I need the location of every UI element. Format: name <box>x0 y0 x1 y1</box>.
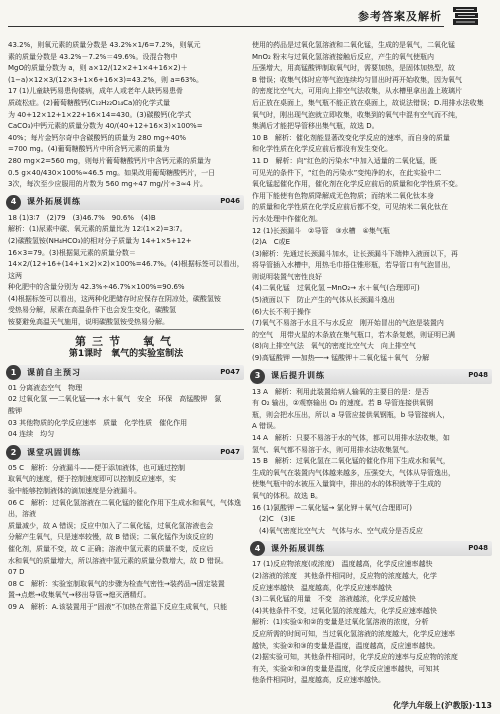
answer-line: 18 (1)3∶7 (2)79 (3)46.7% 90.6% (4)B <box>8 213 156 222</box>
answer-line: 02 过氧化氢 ──二氧化锰──→ 水＋氧气 安全 环保 高锰酸钾 氯 <box>8 395 222 404</box>
band-number: 2 <box>6 445 21 460</box>
answer-line: 铵要避免高温天气施用，说明碳酸氢铵受热易分解。 <box>8 318 169 327</box>
answer-line: 0.5 g×40/430×100%≈46.5 mg。如果改用葡萄糖酸钙片，一日 <box>8 168 216 177</box>
answer-line: 催化剂，质量不变，故 C 正确；溶液中氢元素的质量不变，反应后 <box>8 544 214 553</box>
header-title: 参考答案及解析 <box>358 10 442 23</box>
answer-line: (4)氧气密度比空气大 气体与水、空气成分是否反应 <box>252 526 423 535</box>
band-page-ref: P047 <box>220 447 240 456</box>
answer-line: 10 B 解析：催化剂能显著改变化学反应的速率，而自身的质量 <box>252 133 450 142</box>
answer-line: (2)C (3)E <box>252 515 296 524</box>
answer-line: 质疏松症。(2)葡萄糖酸钙(C₁₂H₂₂O₁₄Ca)的化学式量 <box>8 98 171 107</box>
answer-line: 他条件相同时，温度越高，反应速率越快。 <box>252 676 385 685</box>
answer-line: 3次，每次至少应服用的片数为 560 mg÷47 mg/片÷3≈4 片。 <box>8 180 208 189</box>
band-number: 3 <box>250 369 265 384</box>
answer-line: 的空气 用带火星的木条放在集气瓶口，若木条复燃，则证明已满 <box>252 330 455 339</box>
answer-line: 污水处理中作催化剂。 <box>252 214 322 223</box>
band-label: 课外拓展训练 <box>27 197 81 207</box>
answer-line: 解析：(1)尿素中碳、氧元素的质量比为 12∶(1×2)=3∶7。 <box>8 225 187 234</box>
answer-line: 有 O₂ 输出，②观察输出 O₂ 的速度。若 B 导管连接供氧钢 <box>252 399 434 408</box>
answer-line: 43.2%，则氧元素的质量分数是 43.2%×1/6=7.2%，则氧元 <box>8 41 201 49</box>
answer-line: 受热易分解，尿素在高温条件下也会发生变化，碳酸氢 <box>8 306 176 315</box>
book-stack-icon <box>452 4 480 28</box>
answer-line: 13 A 解析：利用此装置给病人输氧的主要目的是：是否 <box>252 387 429 396</box>
answer-line: (2)碳酸氢铵(NH₄HCO₃)的相对分子质量为 14+1×5+12+ <box>8 236 192 245</box>
answer-line: 17 (1)反应物浓度(或浓度) 温度越高，化学反应速率越快 <box>252 560 433 569</box>
answer-line: 06 C 解析：过氧化氢溶液在二氧化锰的催化作用下生成水和氧气，气体逸出，溶液 <box>8 498 242 519</box>
answer-line: (1−a)×12×3/(12×3+1×6+16×3)=43.2%，则 a=63%。 <box>8 75 203 84</box>
answer-line: (3)二氧化锰的用量 不变 溶液越浓，化学反应越快 <box>252 595 416 604</box>
answer-line: 集满后才能把导管移出集气瓶，故选 D。 <box>252 122 379 131</box>
answer-line: B 错误；收集气体时应等气泡连续均匀冒出时再开始收集，因为氧气 <box>252 75 463 84</box>
answer-line: 15 B 解析：过氧化氢在二氧化锰的催化作用下生成水和氧气， <box>252 457 450 466</box>
answer-line: 氧化锰起催化作用，催化剂在化学反应前后的质量和化学性质不变。 <box>252 180 462 189</box>
band-label: 课外拓展训练 <box>271 544 325 554</box>
answer-line: 40%；每片金钙尔奇中含碳酸钙的质量为 280 mg÷40% <box>8 133 187 142</box>
answer-line: 01 分离液态空气 物理 <box>8 383 83 392</box>
answer-line: 验中能够控制液体的滴加速度是分液漏斗。 <box>8 487 141 495</box>
answer-block-classroom <box>8 463 244 614</box>
answer-line: 水和氧气的质量增大，所以溶液中氢元素的质量分数增大，故 D 错误。 <box>8 556 228 565</box>
answer-line: 的质量和化学性质在化学反应前后都不变，可见纳米二氧化钛在 <box>252 203 448 212</box>
answer-line: 种化肥中的含量分别为 42.3%÷46.7%×100%=90.6% <box>8 283 185 292</box>
answer-line: 作用下能使有色物质降解成无色物质；而纳米二氧化钛本身 <box>252 191 434 200</box>
answer-block-top-right <box>252 40 492 365</box>
header-rule <box>8 26 444 27</box>
section-band-classroom <box>8 445 244 460</box>
answer-line: 09 A 解析：A.该装置用于“固液”不加热在常温下反应生成氧气，只能 <box>8 602 228 611</box>
answer-line: 03 其他物质的化学反应速率 质量 化学性质 催化作用 <box>8 418 188 427</box>
band-page-ref: P048 <box>468 544 488 553</box>
answer-line: 17 (1)儿童缺钙易患佝偻病，成年人或老年人缺钙易患骨 <box>8 87 184 96</box>
section-band-preview <box>8 365 244 380</box>
page-header <box>0 0 500 40</box>
band-label: 课堂巩固训练 <box>27 447 81 457</box>
answer-line: 取氧气的速度，便于控制速度即可以控制反应速率，实 <box>8 475 176 484</box>
answer-line: 的密度比空气大，可用向上排空气法收集，从水槽里拿出盖上玻璃片 <box>252 87 462 96</box>
answer-line: (4)根据标签可以看出，这两种化肥储存时应保存在阴凉处，碳酸氢铵 <box>8 294 221 303</box>
band-page-ref: P046 <box>220 197 240 206</box>
section-band-extension <box>8 195 244 210</box>
answer-line: 有关，实验②和③的变量是温度，化学反应速率越快，可知其 <box>252 664 440 673</box>
answer-line: 生成的氧气在装置内气体越来越多，压强变大，气体从导管逸出， <box>252 468 455 477</box>
answer-line: (8)向上排空气法 氧气的密度比空气大 向上排空气 <box>252 342 416 351</box>
answer-block-after-class <box>252 387 492 538</box>
answer-block-top <box>8 40 244 191</box>
answer-line: 05 C 解析：分液漏斗——便于添加液体，也可通过控制 <box>8 463 186 472</box>
left-column <box>8 40 244 614</box>
band-page-ref: P048 <box>468 371 488 380</box>
band-number: 4 <box>6 195 21 210</box>
answer-line: 04 连续 均匀 <box>8 430 55 439</box>
answer-line: 14 A 解析：只要不易溶于水的气体，都可以用排水法收集，如 <box>252 434 450 442</box>
answer-line: A 错误。 <box>252 422 281 431</box>
answer-line: 氢气、氧气都不易溶于水，则可用排水法收集氢气。 <box>252 445 413 454</box>
answer-line: (3)解析：先通过长颈漏斗加水，让长颈漏斗下端伸入液面以下，再 <box>252 249 458 258</box>
page-footer: 化学九年级上(沪教版)·113 <box>392 701 492 710</box>
band-number: 4 <box>250 541 265 556</box>
answer-line: 解析：(1)实验①和②的变量是过氧化氢溶液的浓度，分析 <box>252 618 429 627</box>
answer-line: 使用的药品是过氧化氢溶液和二氧化锰，生成的是氧气，二氧化锰 <box>252 41 455 49</box>
right-column <box>252 40 492 687</box>
band-label: 课前自主预习 <box>27 367 81 377</box>
answer-line: 后正放在桌面上，集气瓶不能正放在桌面上，故说法错误；D.用排水法收集 <box>252 98 484 107</box>
answer-line: (5)液面以下 防止产生的气体从长颈漏斗逸出 <box>252 296 395 305</box>
answer-line: 素的质量分数是 43.2%－7.2%＝49.6%。设混合物中 <box>8 52 178 61</box>
answer-line: 11 D 解析：向“红色的污染水”中加入适量的二氧化锰，既 <box>252 156 437 165</box>
answer-line: 和化学性质在化学反应前后都没有发生变化。 <box>252 145 392 154</box>
band-label: 课后提升训练 <box>271 371 325 381</box>
band-page-ref: P047 <box>220 367 240 376</box>
answer-line: 越快，实验②和③的变量是温度，温度越高，反应速率越快。 <box>252 641 440 650</box>
section-title: 第三节 氧气 <box>75 334 177 348</box>
answer-line: 16×3=79。(3)根据氮元素的质量分数＝ <box>8 248 136 257</box>
answer-line: (2)溶液的浓度 其他条件相同时，反应物的浓度越大，化学 <box>252 571 437 580</box>
answer-line: 则说明装置气密性良好 <box>252 272 322 281</box>
answer-line: 使集气瓶中的水被压入量筒中，排出的水的体积就等于生成的 <box>252 480 441 489</box>
answer-line: 反应所需的时间可知，当过氧化氢溶液的浓度越大，化学反应速率 <box>252 629 455 638</box>
answer-line: 将导管插入水槽中，用热毛巾捂住锥形瓶，若导管口有气泡冒出， <box>252 261 455 270</box>
answer-line: =700 mg。(4)葡萄糖酸钙片中所含钙元素的质量为 <box>8 145 170 154</box>
answer-line: 氧气的体积。故选 B。 <box>252 491 323 500</box>
answer-line: (9)高锰酸钾 ──加热──→ 锰酸钾＋二氧化锰＋氧气 分解 <box>252 354 430 363</box>
answer-line: 07 D <box>8 568 25 577</box>
answer-line: 氧气时，刚出现气泡就立即收集，收集到的氧气中混有空气而不纯， <box>252 110 462 119</box>
answer-block-preview <box>8 383 244 441</box>
answer-line: CaCO₃)中钙元素的质量分数为 40/(40+12+16×3)×100%= <box>8 122 203 131</box>
lesson-title: 第1课时 氧气的实验室制法 <box>68 349 184 360</box>
answer-line: (2)A C或E <box>252 238 291 247</box>
answer-line: (6)大长不利于操作 <box>252 307 311 316</box>
band-number: 1 <box>6 365 21 380</box>
answer-line: 可见光的条件下，“红色的污染水”变纯净的水，在此实验中二 <box>252 168 442 177</box>
answer-line: 置→点燃→收集氧气→移出导管→熄灭酒精灯。 <box>8 591 151 600</box>
answer-line: 反应速率越快 温度越高，化学反应速率越快 <box>252 583 392 592</box>
answer-line: 14×2/(12+16+(14+1×2)×2)×100%=46.7%。(4)根据标签可以看出，这两 <box>8 260 244 280</box>
section-rule <box>8 329 244 330</box>
section-band-extension-right <box>252 541 492 556</box>
answer-line: 12 (1)长颈漏斗 ②导管 ③水槽 ④集气瓶 <box>252 226 390 235</box>
answer-line: 16 (1)氯酸钾 ─二氧化锰→ 氯化钾＋氧气(合理即可) <box>252 503 413 512</box>
answer-line: (2)据实验可知，其他条件相同时，化学反应的速率与反应物的浓度 <box>252 653 458 662</box>
answer-line: 08 C 解析：实验室制取氧气的步骤为检查气密性→装药品→固定装置 <box>8 579 225 588</box>
answer-block-extension <box>252 559 492 687</box>
answer-line: 质量减少，故 A 错误；反应中加入了二氧化锰，过氧化氢溶液也会 <box>8 521 214 530</box>
answer-line: (4)二氧化锰 过氧化氢 ─MnO₂→ 水＋氧气(合理即可) <box>252 284 420 293</box>
answer-line: MgO的质量分数为 a，则 a×12/(12×2+1×4+16×2)＋ <box>8 64 188 73</box>
answer-line: (7)氧气不易溶于水且不与水反应 刚开始冒出的气泡是装置内 <box>252 319 444 328</box>
answer-line: 瓶，则会把水压出，所以 a 导管应接供氧钢瓶，b 导管接病人， <box>252 410 450 419</box>
answer-block-18 <box>8 213 244 329</box>
answer-line: 为 40+12×12+1×22+16×14=430。(3)碳酸钙(化学式 <box>8 110 192 119</box>
answer-line: (4)其他条件不变，过氧化氢的浓度越大，化学反应速率越快 <box>252 606 437 615</box>
answer-line: 压强增大，用高锰酸钾制取氧气时，需要加热，是固体加热型，故 <box>252 64 455 73</box>
answer-line: 280 mg×2=560 mg，则每片葡萄糖酸钙片中含钙元素的质量为 <box>8 156 211 165</box>
answer-line: 酸钾 <box>8 407 22 416</box>
answer-line: 分解产生氧气，只是速率较慢，故 B 错误；二氧化锰作为该反应的 <box>8 533 214 542</box>
section-band-after-class <box>252 369 492 384</box>
answer-line: MnO₂ 粉末与过氧化氢溶液接触后反应，产生的氧气使瓶内 <box>252 52 435 61</box>
